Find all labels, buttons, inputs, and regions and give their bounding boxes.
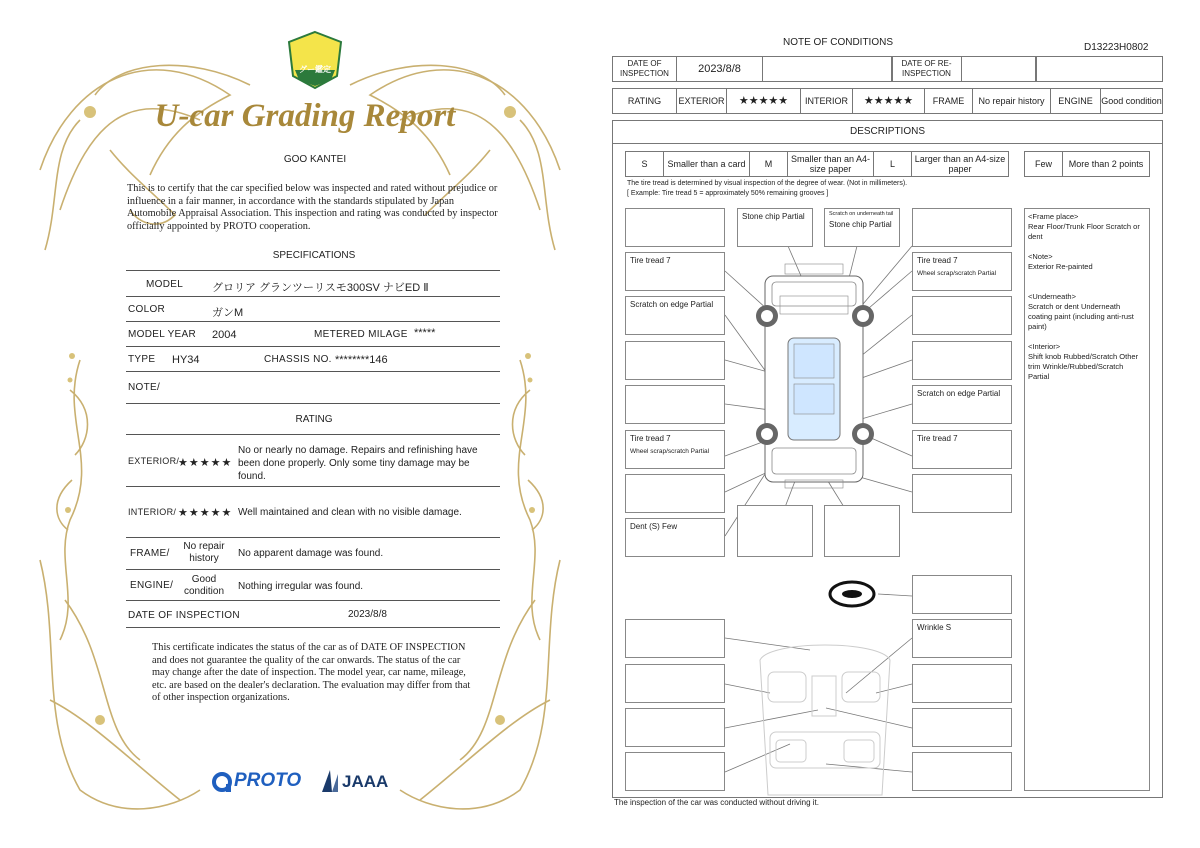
callout-box-empty	[625, 385, 725, 424]
legend-m: M	[750, 152, 788, 176]
wrinkle-text: Wrinkle S	[917, 623, 952, 632]
interior-stars: ★★★★★	[178, 507, 233, 519]
divider	[126, 434, 500, 435]
interior-stars: ★★★★★	[853, 89, 925, 113]
rating-label: RATING	[613, 89, 677, 113]
interior-text: Shift knob Rubbed/Scratch Other trim Wrinkle/Rubbed/Scratch Partial	[1028, 352, 1139, 381]
callout-box-empty	[912, 474, 1012, 513]
frame-place-text: Rear Floor/Trunk Floor Scratch or dent	[1028, 222, 1140, 241]
exterior-label: EXTERIOR	[677, 89, 727, 113]
divider	[126, 296, 500, 297]
divider	[126, 569, 500, 570]
rating-heading: RATING	[295, 414, 333, 425]
divider	[126, 270, 500, 271]
document-id: D13223H0802	[1084, 42, 1149, 53]
car-interior-view	[760, 645, 890, 795]
note-text: Exterior Re-painted	[1028, 262, 1093, 271]
rear-right-tire-text: Tire tread 7	[917, 434, 958, 443]
divider	[126, 600, 500, 601]
proto-logo-text: PROTO	[234, 770, 302, 791]
date-of-reinspection-label: DATE OF RE-INSPECTION	[891, 57, 962, 81]
type-value: HY34	[172, 354, 200, 366]
legend-s-desc: Smaller than a card	[664, 152, 750, 176]
callout-box-empty	[625, 208, 725, 247]
interior-description: Well maintained and clean with no visible damage.	[238, 507, 462, 518]
badge-label: グー鑑定	[299, 65, 331, 74]
goo-kantei-badge	[287, 30, 343, 90]
legend-few-desc: More than 2 points	[1068, 159, 1144, 169]
callout-box-empty	[912, 752, 1012, 791]
callout-box-empty	[912, 208, 1012, 247]
note-title: NOTE OF CONDITIONS	[783, 37, 893, 48]
front-left-tire-text: Tire tread 7	[630, 256, 671, 265]
report-title: U-car Grading Report	[154, 98, 456, 134]
model-year-label: MODEL YEAR	[128, 329, 197, 340]
exterior-stars: ★★★★★	[727, 89, 801, 113]
frame-value: No repair history	[183, 541, 225, 564]
callout-box-scratch-edge-right	[912, 385, 1012, 424]
callout-box-empty	[824, 505, 900, 557]
callout-box-empty	[737, 505, 813, 557]
tire-tread-example: [ Example: Tire tread 5 = approximately 50% remaining grooves ]	[627, 190, 829, 197]
exterior-stars: ★★★★★	[178, 457, 233, 469]
callout-box-empty	[912, 664, 1012, 703]
divider	[126, 627, 500, 628]
steering-wheel-icon	[830, 582, 874, 606]
note-of-conditions	[600, 0, 1200, 848]
legend-l-desc: Larger than an A4-size paper	[914, 154, 1006, 174]
model-label: MODEL	[146, 279, 184, 290]
legend-few: Few	[1025, 152, 1063, 176]
underneath-small-text: Scratch on underneath tail	[829, 211, 894, 217]
model-value: グロリア グランツーリスモ300SV ナビED Ⅱ	[212, 282, 429, 294]
callout-box-empty	[912, 575, 1012, 614]
scratch-edge-right-text: Scratch on edge Partial	[917, 389, 1001, 398]
interior-label: INTERIOR/	[128, 507, 177, 517]
jaaa-logo-text: JAAA	[342, 772, 389, 791]
callout-box-front-right-tire	[912, 252, 1012, 291]
jaaa-mark-icon	[320, 768, 340, 794]
proto-logo	[212, 768, 312, 798]
descriptions-heading: DESCRIPTIONS	[612, 120, 1163, 144]
date-of-inspection-value: 2023/8/8	[348, 609, 387, 620]
jaaa-logo	[320, 768, 400, 798]
dent-text: Dent (S) Few	[630, 522, 678, 531]
frame-label: FRAME/	[130, 548, 170, 559]
callout-box-empty	[912, 296, 1012, 335]
callout-box-scratch-edge-left	[625, 296, 725, 335]
frame-value: No repair history	[973, 89, 1051, 113]
specifications-heading: SPECIFICATIONS	[272, 250, 356, 261]
proto-mark-icon	[212, 770, 232, 794]
callout-box-front-left-tire	[625, 252, 725, 291]
callout-box-rear-right-tire	[912, 430, 1012, 469]
underneath-text: Scratch or dent Underneath coating paint (including anti-rust paint)	[1028, 302, 1134, 331]
car-top-view	[765, 264, 863, 488]
date-of-inspection-value: 2023/8/8	[677, 57, 763, 81]
divider	[126, 537, 500, 538]
callout-box-underneath	[824, 208, 900, 247]
frame-label: FRAME	[925, 89, 973, 113]
callout-box-stone-chip	[737, 208, 813, 247]
engine-description: Nothing irregular was found.	[238, 581, 364, 592]
note-label: NOTE/	[128, 382, 161, 393]
callout-box-dent	[625, 518, 725, 557]
rear-left-wheel-text: Wheel scrap/scratch Partial	[630, 448, 710, 455]
type-label: TYPE	[128, 354, 156, 365]
callout-box-empty	[625, 341, 725, 380]
frame-place-heading: <Frame place>	[1028, 212, 1079, 221]
certification-statement: This is to certify that the car specified below was inspected and rated without prejudice or influence in a fair manner, in accordance with the standards stipulated by Japan Automobile Appraisal Association. This inspection and rating was conducted by inspector officially appointed by PROTO cooperation.	[127, 183, 498, 232]
underneath-text: Stone chip Partial	[829, 220, 892, 229]
color-label: COLOR	[128, 304, 166, 315]
rear-left-tire-text: Tire tread 7	[630, 434, 671, 443]
callout-box-empty	[912, 341, 1012, 380]
legend-s: S	[626, 152, 664, 176]
underneath-heading: <Underneath>	[1028, 292, 1076, 301]
engine-value: Good condition	[1101, 96, 1162, 106]
callout-box-empty	[625, 619, 725, 658]
date-of-inspection-label: DATE OF INSPECTION	[128, 610, 240, 621]
divider	[126, 321, 500, 322]
stone-chip-text: Stone chip Partial	[742, 212, 805, 221]
engine-label: ENGINE/	[130, 580, 174, 591]
front-right-wheel-text: Wheel scrap/scratch Partial	[917, 270, 997, 277]
divider	[126, 486, 500, 487]
callout-box-empty	[625, 664, 725, 703]
color-value: ガンM	[212, 307, 244, 319]
exterior-label: EXTERIOR/	[128, 456, 180, 466]
certificate-disclaimer: This certificate indicates the status of the car as of DATE OF INSPECTION and does not guarantee the quality of the car onwards. The status of the car may change after the date of inspection. The model year, car name, mileage, etc. are based on the dealer's declaration. The evaluation may differ from that of other inspection organizations.	[152, 642, 471, 703]
callout-box-wrinkle	[912, 619, 1012, 658]
engine-label: ENGINE	[1051, 89, 1101, 113]
interior-label: INTERIOR	[801, 89, 853, 113]
callout-box-empty	[625, 752, 725, 791]
chassis-value: ********146	[335, 354, 388, 366]
divider	[126, 371, 500, 372]
chassis-label: CHASSIS NO.	[264, 354, 332, 365]
interior-heading: <Interior>	[1028, 342, 1061, 351]
legend-l: L	[874, 152, 912, 176]
callout-box-empty	[625, 474, 725, 513]
divider	[126, 403, 500, 404]
scratch-edge-left-text: Scratch on edge Partial	[630, 300, 714, 309]
divider	[126, 346, 500, 347]
metered-mileage-label: METERED MILAGE	[314, 329, 408, 340]
callout-box-rear-left-tire	[625, 430, 725, 469]
tire-tread-note: The tire tread is determined by visual inspection of the degree of wear. (Not in millimeters).	[627, 180, 908, 187]
callout-box-empty	[912, 708, 1012, 747]
date-of-inspection-label: DATE OF INSPECTION	[613, 57, 677, 81]
note-heading: <Note>	[1028, 252, 1053, 261]
engine-value: Good condition	[183, 574, 225, 597]
metered-mileage-value: *****	[414, 327, 436, 339]
exterior-description: No or nearly no damage. Repairs and refinishing have been done properly. Only some tiny damage may be found.	[238, 445, 478, 482]
model-year-value: 2004	[212, 329, 237, 341]
report-subtitle: GOO KANTEI	[283, 154, 347, 165]
legend-m-desc: Smaller than an A4-size paper	[788, 152, 874, 176]
condition-notes-panel	[1024, 208, 1150, 791]
frame-description: No apparent damage was found.	[238, 548, 384, 559]
inspection-footer: The inspection of the car was conducted without driving it.	[614, 798, 819, 807]
front-right-tire-text: Tire tread 7	[917, 256, 958, 265]
callout-box-empty	[625, 708, 725, 747]
